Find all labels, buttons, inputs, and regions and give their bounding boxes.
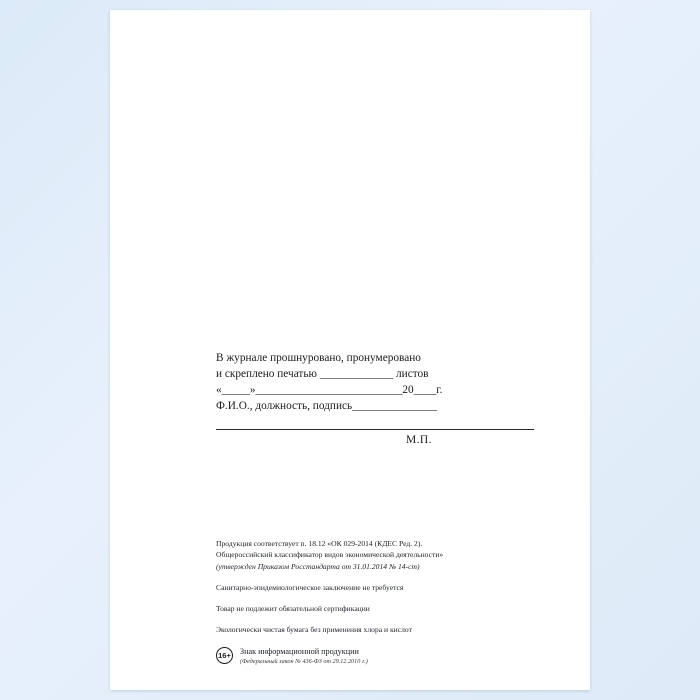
- document-page: [110, 10, 590, 690]
- certification-line-1: В журнале прошнуровано, пронумеровано: [216, 352, 421, 364]
- legal-paragraph-compliance: [216, 538, 556, 572]
- legal-note-certification: Товар не подлежит обязательной сертификации: [216, 604, 370, 614]
- legal-note-sanitary: Санитарно-эпидемиологическое заключение не требуется: [216, 583, 404, 593]
- information-mark-title: Знак информационной продукции: [240, 647, 359, 657]
- age-rating-badge-icon: 16+: [216, 647, 233, 664]
- legal-paragraph-compliance-line-1: Продукция соответствует п. 18.12 «ОК 029-2014 (КДЕС Ред. 2).: [216, 539, 423, 548]
- stamp-place-label: М.П.: [406, 434, 432, 446]
- certification-line-3: «_____»__________________________20____г.: [216, 384, 443, 397]
- information-mark-text: [240, 646, 368, 666]
- information-mark-subtitle: (Федеральный закон № 436-ФЗ от 29.12.2010 г.): [240, 658, 368, 666]
- page-content: [110, 10, 590, 690]
- legal-paragraph-compliance-line-3: (утвержден Приказом Росстандарта от 31.01.2014 № 14-ст): [216, 561, 420, 571]
- certification-line-2: и скреплено печатью _____________ листов: [216, 368, 429, 381]
- legal-block: [216, 538, 556, 667]
- legal-paragraph-compliance-line-2: Общероссийский классификатор видов экономической деятельности»: [216, 550, 444, 560]
- certification-block: [216, 350, 546, 430]
- certification-line-4: Ф.И.О., должность, подпись_______________: [216, 400, 437, 413]
- legal-note-paper: Экологически чистая бумага без применения хлора и кислот: [216, 625, 412, 635]
- information-mark-row: [216, 646, 556, 666]
- signature-rule: [216, 417, 534, 430]
